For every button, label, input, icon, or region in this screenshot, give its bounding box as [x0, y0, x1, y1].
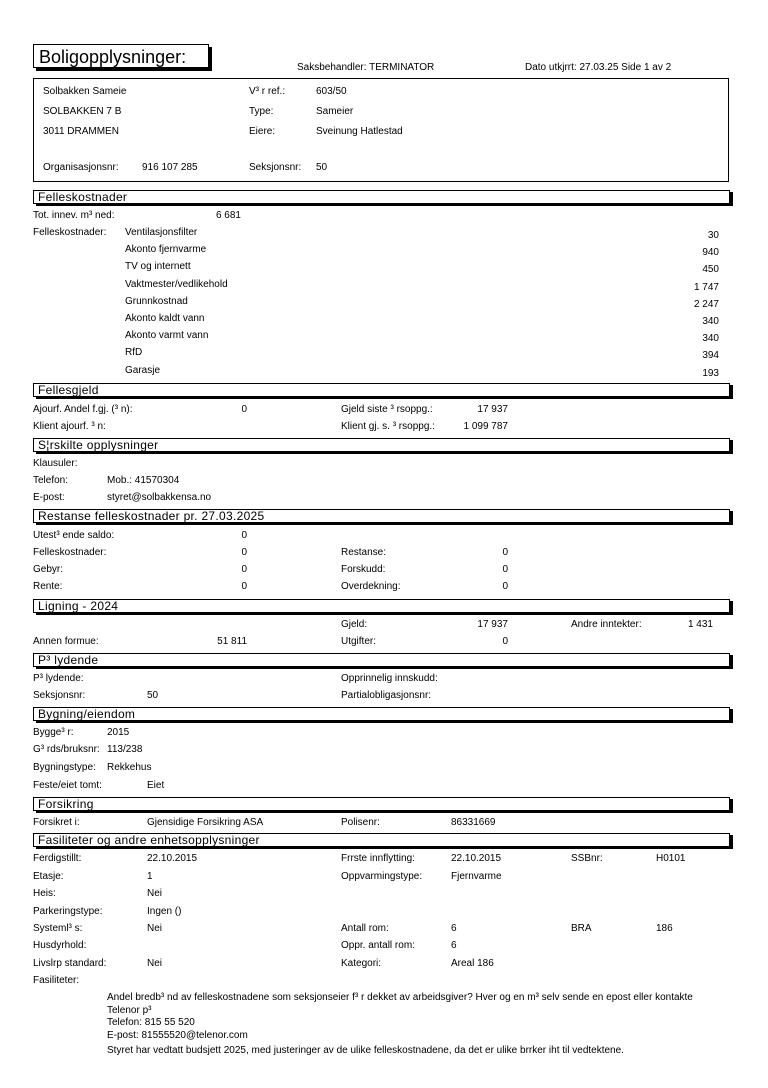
felleskost-label: Felleskostnader: — [33, 227, 107, 238]
system-value: Nei — [147, 923, 163, 934]
bra-value: 186 — [656, 923, 673, 934]
section-fasiliteter: Fasiliteter og andre enhetsopplysninger — [33, 833, 730, 847]
saksbehandler: Saksbehandler: TERMINATOR — [297, 62, 435, 73]
bygningstype-value: Rekkehus — [107, 762, 152, 773]
oppr-rom-label: Oppr. antall rom: — [341, 940, 415, 951]
felleskost-item-value: 193 — [702, 367, 719, 379]
antall-rom-label: Antall rom: — [341, 923, 389, 934]
gebyr-label: Gebyr: — [33, 564, 64, 575]
bygningstype-label: Bygningstype: — [33, 762, 96, 773]
seksjon-label: Seksjonsnr: — [249, 162, 302, 173]
ligning-gjeld-label: Gjeld: — [341, 619, 368, 630]
utest-value: 0 — [241, 530, 247, 541]
kategori-label: Kategori: — [341, 958, 382, 969]
section-sarskilte: S¦rskilte opplysninger — [33, 438, 730, 452]
heis-value: Nei — [147, 888, 163, 899]
felleskost-item-value: 940 — [702, 247, 719, 259]
page-title: Boligopplysninger: — [33, 44, 209, 68]
address: SOLBAKKEN 7 B — [43, 106, 122, 117]
andre-label: Andre inntekter: — [571, 619, 642, 630]
palydende-label: P³ lydende: — [33, 673, 84, 684]
section-felleskostnader: Felleskostnader — [33, 190, 730, 204]
ajourf-value: 0 — [241, 404, 247, 415]
section-palydende: P³ lydende — [33, 653, 730, 667]
ssb-label: SSBnr: — [571, 853, 603, 864]
antall-rom-value: 6 — [451, 923, 457, 934]
restanse-fk-label: Felleskostnader: — [33, 547, 107, 558]
felleskost-item-value: 340 — [702, 333, 719, 345]
forste-label: Frrste innflytting: — [341, 853, 415, 864]
andre-value: 1 431 — [687, 619, 713, 630]
klausuler-label: Klausuler: — [33, 458, 78, 469]
husdyr-label: Husdyrhold: — [33, 940, 87, 951]
section-restanse: Restanse felleskostnader pr. 27.03.2025 — [33, 509, 730, 523]
bra-label: BRA — [571, 923, 592, 934]
gard-label: G³ rds/bruksnr: — [33, 744, 100, 755]
felleskost-item-name: Vaktmester/vedlikehold — [125, 278, 228, 290]
pal-seksjon-value: 50 — [147, 690, 159, 701]
ferdig-value: 22.10.2015 — [147, 853, 198, 864]
felleskost-item-name: Garasje — [125, 364, 161, 376]
utgifter-value: 0 — [502, 636, 508, 647]
livslop-label: Livslrp standard: — [33, 958, 107, 969]
restanse-label: Restanse: — [341, 547, 387, 558]
forskudd-label: Forskudd: — [341, 564, 386, 575]
section-forsikring: Forsikring — [33, 797, 730, 811]
fasiliteter-label: Fasiliteter: — [33, 975, 80, 986]
felleskost-item-value: 340 — [702, 316, 719, 327]
section-bygning: Bygning/eiendom — [33, 707, 730, 721]
forskudd-value: 0 — [502, 564, 508, 575]
fasiliteter-note-3: E-post: 81555520@telenor.com — [107, 1030, 248, 1041]
tot-value: 6 681 — [215, 210, 241, 221]
oppr-rom-value: 6 — [451, 940, 457, 951]
feste-value: Eiet — [147, 780, 165, 791]
utest-label: Utest³ ende saldo: — [33, 530, 115, 541]
forsikret-value: Gjensidige Forsikring ASA — [147, 817, 264, 828]
felleskost-item-name: RfD — [125, 347, 143, 359]
felleskost-item-name: Akonto varmt vann — [125, 330, 209, 342]
formue-value: 51 811 — [217, 636, 247, 647]
print-date: Dato utkjrrt: 27.03.25 Side 1 av 2 — [525, 62, 672, 73]
felleskost-item-value: 30 — [707, 230, 719, 241]
epost-value: styret@solbakkensa.no — [107, 492, 212, 503]
felleskost-item-name: TV og internett — [125, 261, 191, 273]
klient-gj-label: Klient gj. s. ³ rsoppg.: — [341, 421, 435, 432]
postal: 3011 DRAMMEN — [43, 126, 119, 137]
system-label: Systeml³ s: — [33, 923, 83, 934]
owner-name: Solbakken Sameie — [43, 86, 127, 97]
polise-value: 86331669 — [451, 817, 496, 828]
rente-label: Rente: — [33, 581, 63, 592]
felleskost-item-name: Ventilasjonsfilter — [125, 227, 198, 238]
klient-ajourf-label: Klient ajourf. ³ n: — [33, 421, 106, 432]
type-label: Type: — [249, 106, 274, 117]
gjeld-siste-label: Gjeld siste ³ rsoppg.: — [341, 404, 433, 415]
oppvarming-label: Oppvarmingstype: — [341, 871, 423, 882]
felleskost-item-value: 2 247 — [693, 298, 719, 310]
gjeld-siste-value: 17 937 — [477, 404, 508, 415]
parkering-value: Ingen () — [147, 906, 182, 917]
feste-label: Feste/eiet tomt: — [33, 780, 102, 791]
section-fellesgjeld: Fellesgjeld — [33, 383, 730, 397]
ligning-gjeld-value: 17 937 — [477, 619, 508, 630]
parkering-label: Parkeringstype: — [33, 906, 103, 917]
heis-label: Heis: — [33, 888, 56, 899]
gard-value: 113/238 — [107, 744, 143, 755]
etasje-value: 1 — [147, 871, 153, 882]
epost-label: E-post: — [33, 492, 65, 503]
kategori-value: Areal 186 — [451, 958, 494, 969]
ref-value: 603/50 — [316, 86, 347, 97]
forste-value: 22.10.2015 — [451, 853, 502, 864]
etasje-label: Etasje: — [33, 871, 64, 882]
felleskost-item-value: 450 — [702, 264, 719, 276]
owners-value: Sveinung Hatlestad — [316, 126, 403, 137]
oppvarming-value: Fjernvarme — [451, 871, 502, 882]
polise-label: Polisenr: — [341, 817, 380, 828]
utgifter-label: Utgifter: — [341, 636, 377, 647]
restanse-fk-value: 0 — [241, 547, 247, 558]
forsikret-label: Forsikret i: — [33, 817, 80, 828]
partial-label: Partialobligasjonsnr: — [341, 690, 432, 701]
tot-label: Tot. innev. m³ ned: — [33, 210, 115, 221]
felleskost-item-name: Grunnkostnad — [125, 295, 188, 307]
ref-label: V³ r ref.: — [249, 86, 286, 97]
ferdig-label: Ferdigstillt: — [33, 853, 82, 864]
gebyr-value: 0 — [241, 564, 247, 575]
overdekning-value: 0 — [502, 581, 508, 592]
overdekning-label: Overdekning: — [341, 581, 401, 592]
org-label: Organisasjonsnr: — [43, 162, 119, 173]
org-value: 916 107 285 — [142, 162, 198, 173]
type-value: Sameier — [316, 106, 354, 117]
seksjon-value: 50 — [316, 162, 328, 173]
bygge-label: Bygge³ r: — [33, 727, 74, 738]
ajourf-label: Ajourf. Andel f.gj. (³ n): — [33, 404, 133, 415]
restanse-value: 0 — [502, 547, 508, 558]
livslop-value: Nei — [147, 958, 163, 969]
rente-value: 0 — [241, 581, 247, 592]
felleskost-item-name: Akonto fjernvarme — [125, 244, 207, 256]
pal-seksjon-label: Seksjonsnr: — [33, 690, 86, 701]
owners-label: Eiere: — [249, 126, 276, 137]
felleskost-item-value: 394 — [702, 350, 719, 362]
fasiliteter-note-4: Styret har vedtatt budsjett 2025, med justeringer av de ulike felleskostnadene, da det er ulike brrker iht til vedtektene. — [107, 1045, 624, 1056]
telefon-label: Telefon: — [33, 475, 69, 486]
telefon-value: Mob.: 41570304 — [107, 475, 180, 486]
fasiliteter-note-2: Telefon: 815 55 520 — [107, 1017, 195, 1028]
felleskost-item-name: Akonto kaldt vann — [125, 313, 205, 324]
fasiliteter-note-1: Andel bredb³ nd av felleskostnadene som seksjonseier f³ r dekket av arbeidsgiver? Hver og en m³ selv sende en epost eller kontakte Telenor p³ — [107, 992, 693, 1016]
opprinnelig-label: Opprinnelig innskudd: — [341, 673, 438, 684]
bygge-value: 2015 — [107, 727, 130, 738]
felleskost-item-value: 1 747 — [693, 281, 719, 293]
klient-gj-value: 1 099 787 — [463, 421, 508, 432]
ssb-value: H0101 — [656, 853, 686, 864]
formue-label: Annen formue: — [33, 636, 99, 647]
section-ligning: Ligning - 2024 — [33, 599, 730, 613]
